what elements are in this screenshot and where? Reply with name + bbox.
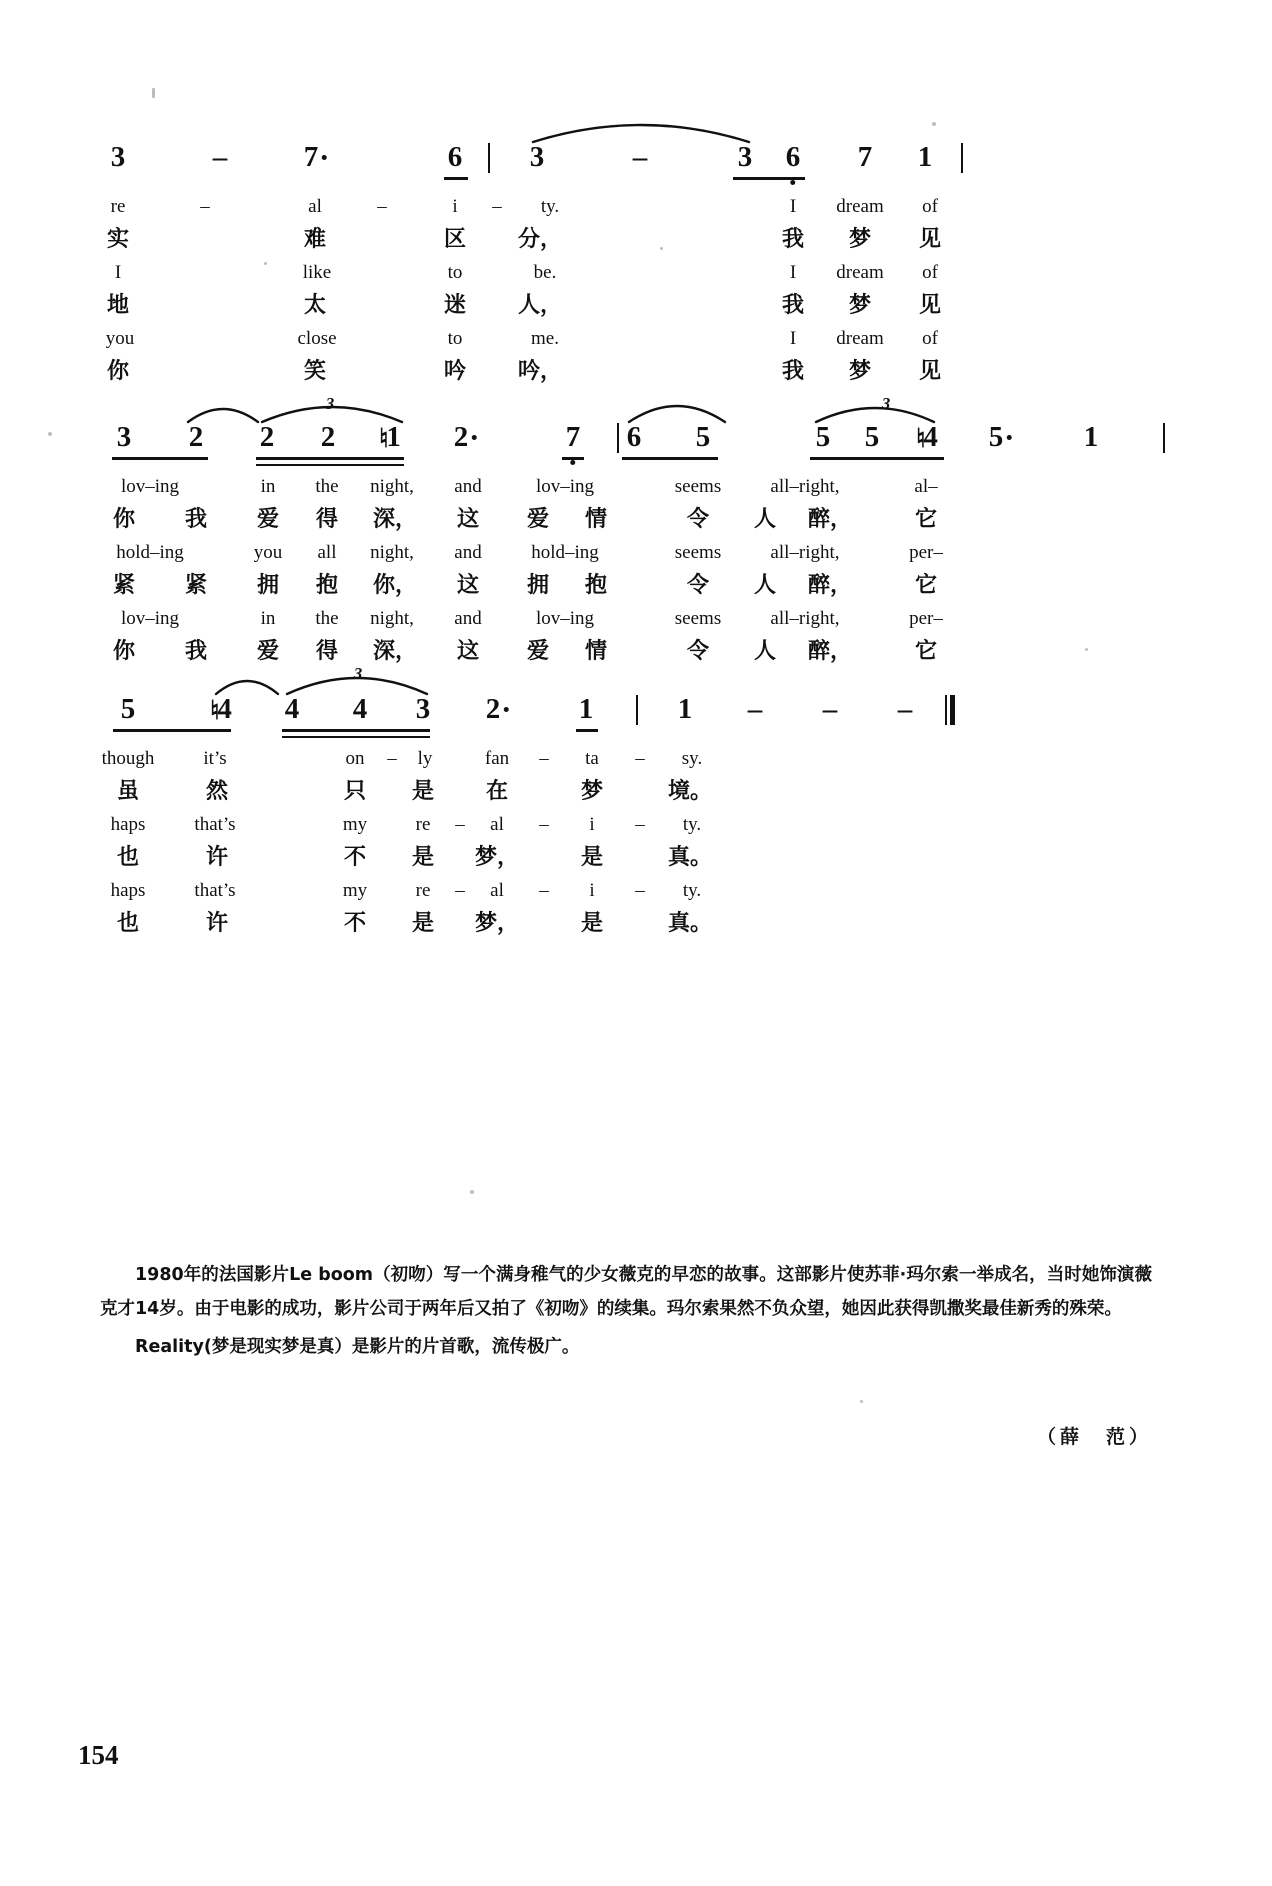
lyric-syllable: 分，: [517, 227, 563, 252]
lyric-syllable: 真。: [667, 911, 713, 936]
lyric-syllable: –: [635, 814, 645, 835]
barline: [636, 695, 638, 725]
lyric-syllable: all–right,: [770, 542, 840, 563]
note-2: [260, 420, 275, 454]
barline: [617, 423, 619, 453]
note-2: [486, 692, 509, 726]
note-digit: 5: [815, 421, 831, 453]
note-3: [111, 140, 126, 174]
lyric-syllable: all: [317, 542, 337, 563]
lyric-syllable: –: [539, 814, 549, 835]
final-barline: [945, 695, 955, 725]
lyric-row-cn: [0, 842, 1272, 876]
system-1: [0, 140, 1272, 390]
lyric-syllable: like: [302, 262, 332, 283]
lyric-syllable: though: [101, 748, 155, 769]
note-5: [696, 420, 711, 454]
lyric-syllable: 它: [914, 573, 938, 598]
lyric-syllable: 是: [411, 779, 435, 804]
lyric-syllable: i: [452, 196, 458, 217]
lyric-syllable: 在: [485, 779, 509, 804]
note-digit: 5: [695, 421, 711, 453]
lyric-row-en: [0, 258, 1272, 290]
lyric-syllable: fan: [484, 748, 510, 769]
note-digit: 5: [864, 421, 880, 453]
lyric-syllable: –: [455, 880, 465, 901]
lyric-syllable: 情: [584, 639, 608, 664]
lyric-syllable: ta: [585, 748, 599, 769]
lyric-syllable: dream: [836, 196, 884, 217]
lyric-syllable: 人，: [517, 293, 563, 318]
note-digit: 2: [188, 421, 204, 453]
lyric-syllable: I: [114, 262, 122, 283]
lyric-syllable: me.: [531, 328, 559, 349]
note-digit: 4: [284, 693, 300, 725]
lyric-syllable: 笑: [303, 359, 327, 384]
scan-speck: [932, 122, 936, 126]
lyric-syllable: al: [308, 196, 322, 217]
lyric-syllable: 你: [106, 359, 130, 384]
lyric-syllable: 然: [205, 779, 229, 804]
lyric-syllable: 许: [205, 845, 229, 870]
lyric-syllable: 是: [580, 911, 604, 936]
note-4: [210, 692, 232, 728]
lyric-syllable: 也: [116, 845, 140, 870]
lyric-syllable: 抱: [315, 573, 339, 598]
lyric-row-cn: [0, 636, 1272, 670]
lyric-row-cn: [0, 776, 1272, 810]
system-3: [0, 664, 1272, 942]
lyric-syllable: on: [345, 748, 365, 769]
lyric-row-cn: [0, 224, 1272, 258]
lyric-syllable: 梦，: [474, 845, 520, 870]
lyric-syllable: night,: [370, 542, 414, 563]
lyric-syllable: hold–ing: [531, 542, 599, 563]
beam-line: [810, 457, 944, 460]
beam-line: [576, 729, 598, 732]
lyric-syllable: 抱: [584, 573, 608, 598]
lyric-syllable: and: [454, 476, 482, 497]
lyric-syllable: dream: [836, 262, 884, 283]
lyric-syllable: 令: [686, 507, 710, 532]
lyric-syllable: seems: [674, 476, 722, 497]
lyric-syllable: to: [447, 328, 463, 349]
lyric-syllable: –: [377, 196, 387, 217]
lyric-row-en: [0, 538, 1272, 570]
note-digit: 3: [529, 141, 545, 173]
lyric-syllable: –: [539, 880, 549, 901]
lyric-syllable: the: [315, 608, 339, 629]
lyric-syllable: 梦: [580, 779, 604, 804]
lyric-syllable: 区: [443, 227, 467, 252]
lyric-syllable: ly: [417, 748, 433, 769]
author-signature: （薛 范）: [1036, 1426, 1152, 1448]
note-digit: 2: [320, 421, 336, 453]
note-digit: 3: [116, 421, 132, 453]
lyric-syllable: 我: [184, 639, 208, 664]
triplet-number: 3: [353, 664, 363, 683]
program-notes: [100, 1258, 1152, 1368]
lyric-syllable: re: [415, 814, 431, 835]
lyric-syllable: 吟: [443, 359, 467, 384]
lyric-syllable: 我: [781, 293, 805, 318]
lyric-syllable: 深，: [372, 639, 418, 664]
lyric-syllable: 拥: [256, 573, 280, 598]
note-digit: 2: [485, 693, 501, 725]
barline: [1163, 423, 1165, 453]
lyric-syllable: 这: [456, 639, 480, 664]
lyric-syllable: in: [260, 608, 276, 629]
lyric-syllable: 紧: [184, 573, 208, 598]
beam-line: [113, 729, 231, 732]
lyric-syllable: 是: [411, 911, 435, 936]
note-2: [189, 420, 204, 454]
beam-line: [256, 457, 404, 460]
note-1: [918, 140, 933, 174]
lyric-syllable: haps: [110, 880, 146, 901]
notes-paragraph2: Reality(梦是现实梦是真）是影片的片首歌，流传极广。: [135, 1337, 580, 1357]
lyric-row-cn: [0, 504, 1272, 538]
note-digit: 5: [120, 693, 136, 725]
lyric-syllable: 拥: [526, 573, 550, 598]
note-digit: 1: [1083, 421, 1099, 453]
lyric-syllable: i: [589, 814, 595, 835]
slur-arc: [629, 394, 725, 424]
lyric-syllable: 境。: [667, 779, 713, 804]
note-digit: 7: [857, 141, 873, 173]
lyric-syllable: to: [447, 262, 463, 283]
augmentation-dot: [471, 435, 476, 440]
lyric-syllable: 我: [781, 359, 805, 384]
notes-paragraph1: 1980年的法国影片Le boom（初吻）写一个满身稚气的少女薇克的早恋的故事。这部影片使苏菲·玛尔索一举成名，当时她饰演薇克才14岁。由于电影的成功，影片公司于两年后又拍了《初吻》的续集。玛尔索果然不负众望，她因此获得凯撒奖最佳新秀的殊荣。: [100, 1265, 1152, 1319]
beam-line: [282, 736, 430, 738]
lyric-syllable: –: [539, 748, 549, 769]
note-1: [379, 420, 401, 456]
lyric-syllable: re: [415, 880, 431, 901]
lyric-syllable: 这: [456, 573, 480, 598]
lyric-syllable: 我: [184, 507, 208, 532]
lyric-syllable: 爱: [526, 639, 550, 664]
lyric-syllable: 爱: [526, 507, 550, 532]
lyric-row-en: [0, 744, 1272, 776]
lyric-syllable: 不: [343, 845, 367, 870]
note-5: [865, 420, 880, 454]
note-7: [858, 140, 873, 174]
note-7: [566, 420, 581, 454]
note-dash: –: [632, 141, 648, 173]
lyric-syllable: ty.: [682, 814, 702, 835]
lyric-syllable: 是: [411, 845, 435, 870]
lyric-syllable: 梦: [848, 227, 872, 252]
lyric-row-cn: [0, 356, 1272, 390]
lyric-row-en: [0, 192, 1272, 224]
barline: [961, 143, 963, 173]
note-6: [448, 140, 463, 174]
note-7: [304, 140, 327, 174]
lyric-syllable: 地: [106, 293, 130, 318]
lyric-syllable: 吟，: [517, 359, 563, 384]
note-1: [678, 692, 693, 726]
lyric-syllable: 深，: [372, 507, 418, 532]
lyric-syllable: I: [789, 328, 797, 349]
note-digit: 6: [785, 141, 801, 173]
lyric-syllable: 你，: [372, 573, 418, 598]
lyric-syllable: 爱: [256, 639, 280, 664]
note-digit: 1: [578, 693, 594, 725]
lyric-syllable: 这: [456, 507, 480, 532]
note-digit: 6: [626, 421, 642, 453]
beam-line: [444, 177, 468, 180]
note-digit: 7: [303, 141, 319, 173]
low-octave-dot: [791, 180, 796, 185]
lyric-syllable: I: [789, 196, 797, 217]
lyric-syllable: 令: [686, 573, 710, 598]
lyric-syllable: ty.: [682, 880, 702, 901]
lyric-syllable: 你: [112, 639, 136, 664]
lyric-syllable: seems: [674, 608, 722, 629]
note-5: [816, 420, 831, 454]
lyric-syllable: that’s: [194, 814, 236, 835]
lyric-syllable: re: [110, 196, 126, 217]
note-dash: –: [212, 141, 228, 173]
beam-line: [112, 457, 208, 460]
lyric-syllable: 我: [781, 227, 805, 252]
lyric-syllable: 不: [343, 911, 367, 936]
system-2-note-row: [0, 394, 1272, 472]
lyric-syllable: of: [922, 196, 938, 217]
note-digit: 2: [453, 421, 469, 453]
lyric-syllable: 得: [315, 507, 339, 532]
note-digit: 1: [917, 141, 933, 173]
lyric-syllable: –: [455, 814, 465, 835]
lyric-syllable: 得: [315, 639, 339, 664]
scan-speck: [860, 1400, 863, 1403]
note-digit: 1: [386, 421, 401, 453]
note-5: [989, 420, 1012, 454]
lyric-syllable: that’s: [194, 880, 236, 901]
lyric-syllable: lov–ing: [120, 476, 180, 497]
lyric-syllable: per–: [909, 608, 943, 629]
lyric-row-cn: [0, 908, 1272, 942]
lyric-row-en: [0, 876, 1272, 908]
lyric-syllable: al: [490, 880, 504, 901]
note-4: [285, 692, 300, 726]
system-1-note-row: [0, 140, 1272, 192]
note-2: [454, 420, 477, 454]
lyric-syllable: night,: [370, 476, 414, 497]
lyric-syllable: you: [253, 542, 283, 563]
lyric-syllable: my: [342, 814, 368, 835]
note-dash: –: [822, 693, 838, 725]
lyric-syllable: sy.: [681, 748, 703, 769]
lyric-syllable: 也: [116, 911, 140, 936]
triplet-number: 3: [325, 394, 335, 413]
lyric-syllable: 是: [580, 845, 604, 870]
lyric-syllable: 实: [106, 227, 130, 252]
note-3: [117, 420, 132, 454]
lyric-row-en: [0, 472, 1272, 504]
beam-line: [562, 457, 584, 460]
lyric-syllable: 梦: [848, 359, 872, 384]
lyric-syllable: 见: [918, 359, 942, 384]
lyric-syllable: 迷: [443, 293, 467, 318]
note-digit: 3: [415, 693, 431, 725]
lyric-syllable: ty.: [540, 196, 560, 217]
lyric-syllable: al–: [914, 476, 938, 497]
note-4: [353, 692, 368, 726]
lyric-syllable: 见: [918, 293, 942, 318]
note-digit: 3: [110, 141, 126, 173]
lyric-row-en: [0, 604, 1272, 636]
augmentation-dot: [503, 707, 508, 712]
lyric-syllable: 醉，: [807, 507, 853, 532]
lyric-syllable: night,: [370, 608, 414, 629]
note-4: [916, 420, 938, 456]
note-3: [530, 140, 545, 174]
note-digit: 3: [737, 141, 753, 173]
lyric-syllable: 人: [753, 507, 777, 532]
lyric-syllable: 只: [343, 779, 367, 804]
lyric-syllable: 虽: [116, 779, 140, 804]
lyric-syllable: –: [635, 748, 645, 769]
lyric-syllable: 醉，: [807, 639, 853, 664]
lyric-syllable: all–right,: [770, 608, 840, 629]
lyric-syllable: –: [635, 880, 645, 901]
lyric-syllable: 人: [753, 573, 777, 598]
note-digit: 4: [217, 693, 232, 725]
note-digit: 6: [447, 141, 463, 173]
lyric-syllable: in: [260, 476, 276, 497]
note-3: [738, 140, 753, 174]
beam-line: [256, 464, 404, 466]
lyric-syllable: 紧: [112, 573, 136, 598]
beam-line: [622, 457, 718, 460]
note-digit: 7: [565, 421, 581, 453]
beam-line: [282, 729, 430, 732]
augmentation-dot: [321, 155, 326, 160]
note-digit: 2: [259, 421, 275, 453]
note-1: [579, 692, 594, 726]
triplet-number: 3: [881, 394, 891, 413]
note-5: [121, 692, 136, 726]
note-digit: 4: [352, 693, 368, 725]
lyric-syllable: lov–ing: [120, 608, 180, 629]
lyric-row-en: [0, 810, 1272, 842]
page-number: 154: [78, 1740, 119, 1770]
lyric-syllable: 难: [303, 227, 327, 252]
lyric-syllable: it’s: [203, 748, 227, 769]
note-digit: 1: [677, 693, 693, 725]
lyric-syllable: the: [315, 476, 339, 497]
note-dash: –: [897, 693, 913, 725]
lyric-syllable: al: [490, 814, 504, 835]
lyric-syllable: 醉，: [807, 573, 853, 598]
scan-speck: [470, 1190, 474, 1194]
lyric-syllable: 真。: [667, 845, 713, 870]
lyric-syllable: and: [454, 542, 482, 563]
low-octave-dot: [571, 460, 576, 465]
note-1: [1084, 420, 1099, 454]
natural-sign: ♮: [916, 424, 926, 453]
augmentation-dot: [1006, 435, 1011, 440]
lyric-syllable: 你: [112, 507, 136, 532]
note-digit: 4: [923, 421, 938, 453]
lyric-syllable: hold–ing: [116, 542, 184, 563]
lyric-syllable: seems: [674, 542, 722, 563]
note-2: [321, 420, 336, 454]
lyric-syllable: my: [342, 880, 368, 901]
note-6: [786, 140, 801, 174]
barline: [488, 143, 490, 173]
lyric-row-cn: [0, 570, 1272, 604]
lyric-syllable: you: [105, 328, 135, 349]
lyric-syllable: of: [922, 328, 938, 349]
note-3: [416, 692, 431, 726]
lyric-syllable: i: [589, 880, 595, 901]
lyric-syllable: –: [200, 196, 210, 217]
lyric-row-cn: [0, 290, 1272, 324]
system-2: [0, 394, 1272, 670]
lyric-syllable: –: [492, 196, 502, 217]
note-dash: –: [747, 693, 763, 725]
lyric-syllable: 梦，: [474, 911, 520, 936]
natural-sign: ♮: [210, 696, 220, 725]
lyric-syllable: 令: [686, 639, 710, 664]
lyric-syllable: I: [789, 262, 797, 283]
lyric-syllable: –: [387, 748, 397, 769]
lyric-syllable: all–right,: [770, 476, 840, 497]
lyric-syllable: be.: [533, 262, 557, 283]
lyric-syllable: of: [922, 262, 938, 283]
lyric-syllable: 许: [205, 911, 229, 936]
natural-sign: ♮: [379, 424, 389, 453]
note-6: [627, 420, 642, 454]
lyric-syllable: 人: [753, 639, 777, 664]
scan-speck: [152, 88, 155, 98]
lyric-syllable: 太: [303, 293, 327, 318]
lyric-syllable: and: [454, 608, 482, 629]
beam-line: [733, 177, 805, 180]
lyric-syllable: 它: [914, 639, 938, 664]
lyric-syllable: lov–ing: [535, 476, 595, 497]
lyric-syllable: lov–ing: [535, 608, 595, 629]
lyric-syllable: haps: [110, 814, 146, 835]
system-3-note-row: [0, 664, 1272, 744]
lyric-syllable: 情: [584, 507, 608, 532]
lyric-syllable: 见: [918, 227, 942, 252]
lyric-syllable: close: [297, 328, 337, 349]
note-digit: 5: [988, 421, 1004, 453]
lyric-syllable: dream: [836, 328, 884, 349]
lyric-row-en: [0, 324, 1272, 356]
lyric-syllable: 梦: [848, 293, 872, 318]
lyric-syllable: per–: [909, 542, 943, 563]
lyric-syllable: 爱: [256, 507, 280, 532]
lyric-syllable: 它: [914, 507, 938, 532]
